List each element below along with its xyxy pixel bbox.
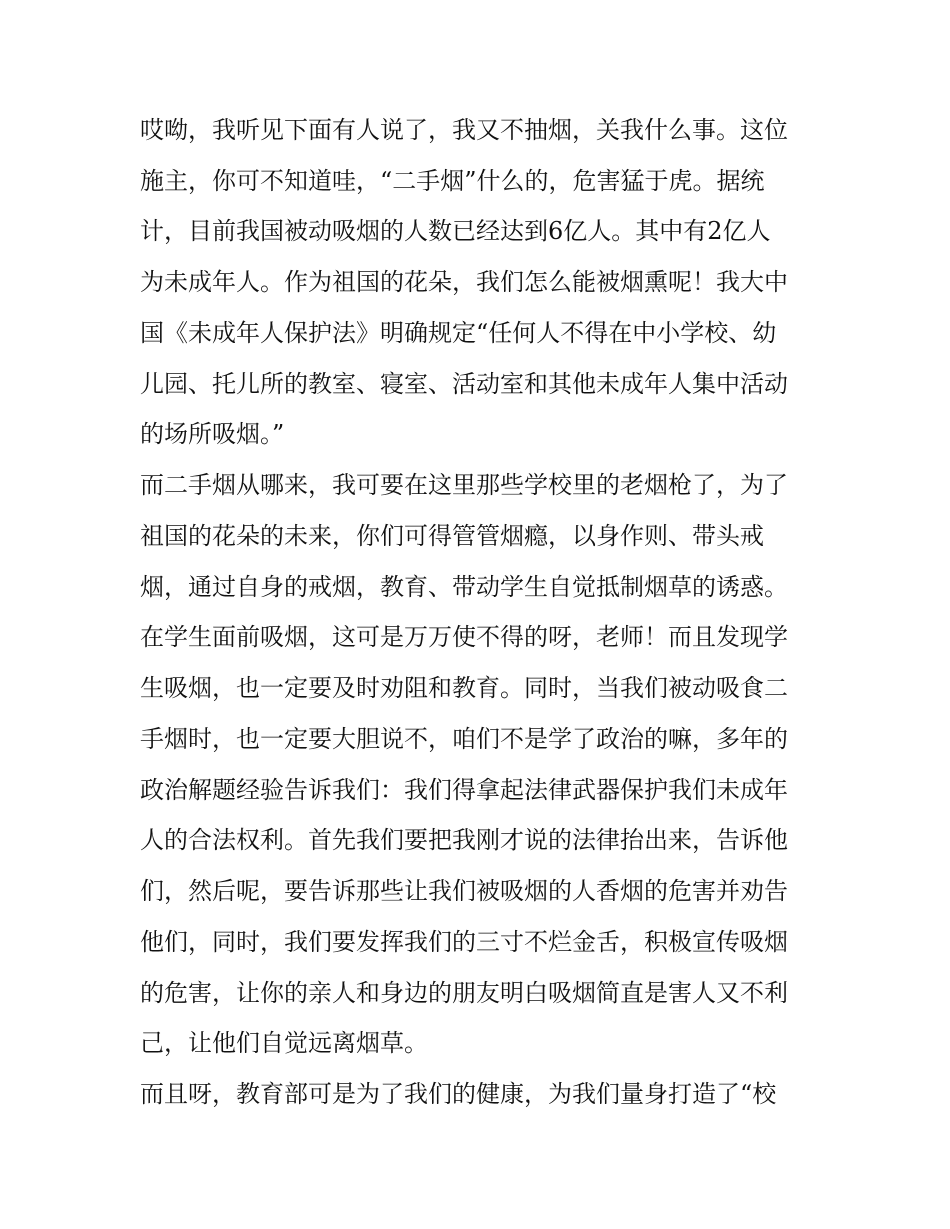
text-line: 国《未成年人保护法》明确规定“任何人不得在中小学校、幼 bbox=[140, 319, 777, 347]
text-line: 祖国的花朵的未来，你们可得管管烟瘾，以身作则、带头戒 bbox=[140, 522, 764, 550]
text-line: 儿园、托儿所的教室、寝室、活动室和其他未成年人集中活动 bbox=[140, 370, 788, 398]
text-line: 哎呦，我听见下面有人说了，我又不抽烟，关我什么事。这位 bbox=[140, 116, 788, 144]
text-line: 生吸烟，也一定要及时劝阻和教育。同时，当我们被动吸食二 bbox=[140, 674, 788, 702]
text-line: 在学生面前吸烟，这可是万万使不得的呀，老师！而且发现学 bbox=[140, 623, 788, 651]
text-line: 己，让他们自觉远离烟草。 bbox=[140, 1029, 428, 1057]
text-line: 而且呀，教育部可是为了我们的健康，为我们量身打造了“校 bbox=[140, 1080, 777, 1108]
text-line: 计，目前我国被动吸烟的人数已经达到6亿人。其中有2亿人 bbox=[140, 217, 771, 245]
text-line: 他们，同时，我们要发挥我们的三寸不烂金舌，积极宣传吸烟 bbox=[140, 928, 788, 956]
text-line: 们，然后呢，要告诉那些让我们被吸烟的人香烟的危害并劝告 bbox=[140, 877, 788, 905]
text-line: 而二手烟从哪来，我可要在这里那些学校里的老烟枪了，为了 bbox=[140, 471, 788, 499]
text-line: 的场所吸烟。” bbox=[140, 420, 285, 448]
text-line: 施主，你可不知道哇，“二手烟”什么的，危害猛于虎。据统 bbox=[140, 167, 765, 195]
text-line: 人的合法权利。首先我们要把我刚才说的法律抬出来，告诉他 bbox=[140, 826, 788, 854]
text-line: 烟，通过自身的戒烟，教育、带动学生自觉抵制烟草的诱惑。 bbox=[140, 573, 788, 601]
text-line: 的危害，让你的亲人和身边的朋友明白吸烟简直是害人又不利 bbox=[140, 979, 788, 1007]
text-line: 为未成年人。作为祖国的花朵，我们怎么能被烟熏呢！我大中 bbox=[140, 268, 788, 296]
text-line: 政治解题经验告诉我们：我们得拿起法律武器保护我们未成年 bbox=[140, 776, 788, 804]
text-line: 手烟时，也一定要大胆说不，咱们不是学了政治的嘛，多年的 bbox=[140, 725, 788, 753]
